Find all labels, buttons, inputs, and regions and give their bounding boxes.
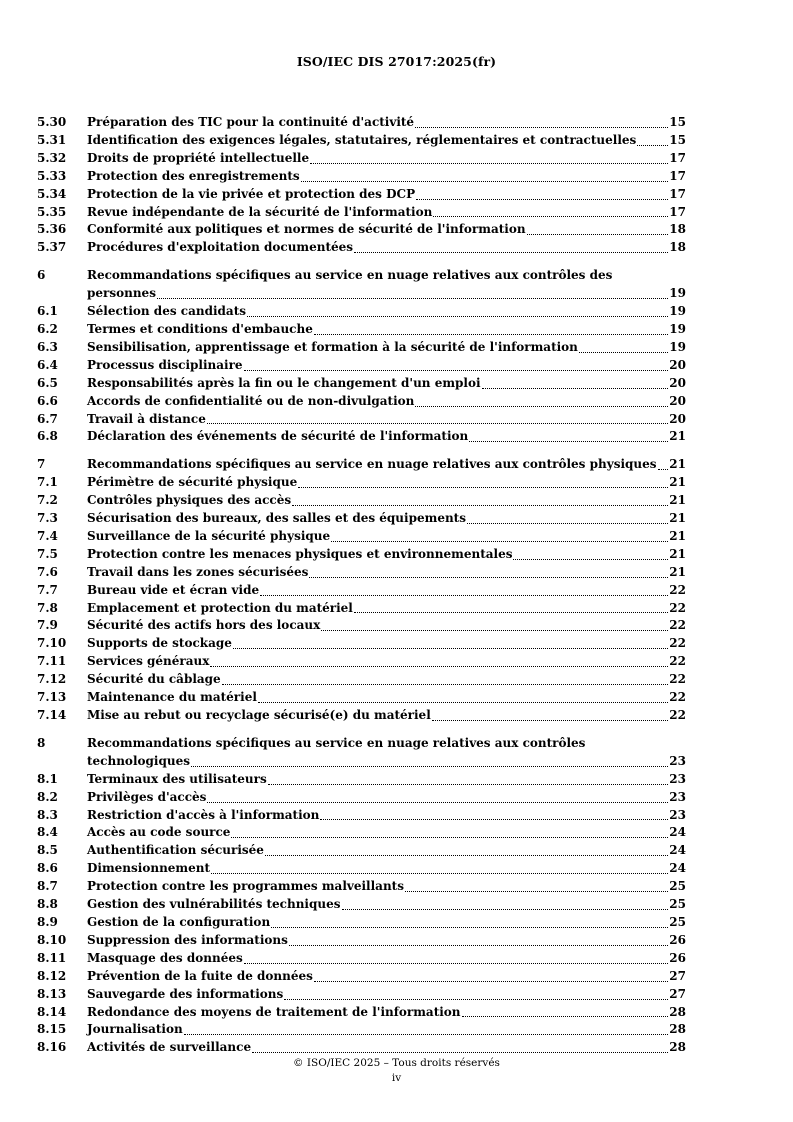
toc-entry-title: Recommandations spécifiques au service en nuage relatives aux contrôles physiques	[87, 457, 657, 472]
toc-entry-title: Sauvegarde des informations	[87, 986, 284, 1001]
page-number: iv	[391, 1072, 402, 1084]
toc-entry-title: Recommandations spécifiques au service en nuage relatives aux contrôles	[87, 735, 586, 750]
toc-entry-page: 19	[669, 321, 686, 336]
dot-leader	[247, 316, 668, 317]
toc-entry-title: Périmètre de sécurité physique	[87, 475, 298, 490]
dot-leader	[331, 541, 668, 542]
toc-entry-number: 7.10	[37, 636, 67, 651]
dot-leader	[231, 837, 668, 838]
toc-entry-number: 8.14	[37, 1004, 67, 1019]
toc-entry[interactable]	[37, 950, 686, 968]
dot-leader	[354, 252, 668, 253]
dot-leader	[271, 927, 668, 928]
toc-entry-page: 25	[669, 914, 686, 929]
toc-entry-title: Sélection des candidats	[87, 304, 246, 319]
dot-leader	[405, 891, 668, 892]
toc-entry-number: 8.9	[37, 914, 58, 929]
toc-entry-title: Déclaration des événements de sécurité de l'information	[87, 429, 469, 444]
toc-entry-page: 23	[669, 753, 686, 768]
toc-entry-page: 23	[669, 789, 686, 804]
toc-entry-page: 24	[669, 825, 686, 840]
toc-entry-number: 6	[37, 268, 46, 283]
toc-entry[interactable]	[37, 267, 686, 303]
toc-entry-number: 8	[37, 735, 46, 750]
toc-entry[interactable]	[37, 617, 686, 635]
toc-entry[interactable]	[37, 842, 686, 860]
toc-entry[interactable]	[37, 1021, 686, 1039]
dot-leader	[210, 666, 668, 667]
toc-entry-page: 25	[669, 897, 686, 912]
dot-leader	[268, 784, 668, 785]
toc-entry-number: 6.1	[37, 304, 58, 319]
toc-entry-number: 7.12	[37, 672, 67, 687]
toc-entry-page: 21	[669, 429, 686, 444]
toc-entry-title: Conformité aux politiques et normes de sécurité de l'information	[87, 222, 526, 237]
toc-entry[interactable]	[37, 321, 686, 339]
toc-entry-page: 22	[669, 690, 686, 705]
toc-entry-title-continued: technologiques	[87, 753, 190, 768]
dot-leader	[320, 819, 668, 820]
toc-entry-number: 8.4	[37, 825, 58, 840]
toc-entry-number: 6.3	[37, 339, 58, 354]
toc-entry-title: Dimensionnement	[87, 861, 211, 876]
toc-entry-number: 8.6	[37, 861, 58, 876]
toc-entry[interactable]	[37, 510, 686, 528]
toc-entry-page: 22	[669, 618, 686, 633]
toc-entry-page: 24	[669, 843, 686, 858]
toc-entry[interactable]	[37, 582, 686, 600]
toc-entry-number: 7.13	[37, 690, 67, 705]
toc-entry[interactable]	[37, 707, 686, 725]
toc-entry-title: Maintenance du matériel	[87, 690, 257, 705]
toc-entry-number: 5.36	[37, 222, 67, 237]
toc-entry-number: 8.16	[37, 1040, 67, 1055]
toc-entry[interactable]	[37, 1004, 686, 1022]
toc-entry-page: 21	[669, 475, 686, 490]
toc-entry-title: Travail à distance	[87, 411, 206, 426]
toc-entry[interactable]	[37, 735, 686, 771]
toc-entry-number: 7.9	[37, 618, 58, 633]
toc-entry[interactable]	[37, 456, 686, 474]
toc-entry[interactable]	[37, 428, 686, 446]
toc-entry[interactable]	[37, 896, 686, 914]
toc-section	[37, 456, 686, 725]
toc-entry-number: 5.32	[37, 150, 67, 165]
toc-entry-number: 6.4	[37, 357, 58, 372]
dot-leader	[191, 766, 668, 767]
toc-entry-title-continued: personnes	[87, 286, 156, 301]
toc-entry[interactable]	[37, 221, 686, 239]
dot-leader	[211, 873, 668, 874]
toc-entry-number: 6.7	[37, 411, 58, 426]
toc-entry-page: 20	[669, 357, 686, 372]
toc-entry[interactable]	[37, 653, 686, 671]
toc-entry[interactable]	[37, 671, 686, 689]
toc-entry-title: Suppression des informations	[87, 932, 288, 947]
toc-entry-page: 21	[669, 564, 686, 579]
toc-entry-title: Surveillance de la sécurité physique	[87, 528, 331, 543]
toc-entry-page: 22	[669, 708, 686, 722]
toc-entry[interactable]	[37, 789, 686, 807]
dot-leader	[310, 163, 668, 164]
dot-leader	[207, 802, 668, 803]
toc-entry-number: 8.8	[37, 897, 58, 912]
toc-entry-number: 5.30	[37, 115, 67, 129]
toc-entry-number: 7.11	[37, 654, 67, 669]
toc-entry-title: Accords de confidentialité ou de non-divulgation	[87, 393, 415, 408]
toc-entry-title: Sécurité du câblage	[87, 672, 221, 687]
toc-entry-title: Processus disciplinaire	[87, 357, 243, 372]
toc-entry-page: 28	[669, 1022, 686, 1037]
toc-entry-page: 26	[669, 932, 686, 947]
toc-entry-number: 7.4	[37, 528, 58, 543]
toc-entry[interactable]	[37, 303, 686, 321]
toc-entry-page: 17	[669, 168, 686, 183]
toc-entry[interactable]	[37, 807, 686, 825]
toc-entry-page: 21	[669, 493, 686, 508]
toc-entry-title: Mise au rebut ou recyclage sécurisé(e) du matériel	[87, 708, 431, 722]
toc-entry[interactable]	[37, 393, 686, 411]
toc-entry[interactable]	[37, 986, 686, 1004]
toc-entry-page: 21	[669, 546, 686, 561]
toc-entry-title: Privilèges d'accès	[87, 789, 207, 804]
dot-leader	[260, 595, 668, 596]
toc-entry-number: 7.7	[37, 582, 58, 597]
dot-leader	[579, 352, 668, 353]
toc-entry-title: Bureau vide et écran vide	[87, 582, 260, 597]
toc-entry-number: 8.1	[37, 771, 58, 786]
dot-leader	[252, 1052, 668, 1053]
toc-entry[interactable]	[37, 860, 686, 878]
toc-entry[interactable]	[37, 968, 686, 986]
toc-entry-number: 6.6	[37, 393, 58, 408]
toc-entry-page: 21	[669, 511, 686, 526]
dot-leader	[354, 612, 668, 613]
toc-entry-number: 7.3	[37, 511, 58, 526]
toc-entry-title: Terminaux des utilisateurs	[87, 771, 267, 786]
toc-entry[interactable]	[37, 168, 686, 186]
toc-entry[interactable]	[37, 114, 686, 132]
toc-entry-page: 18	[669, 222, 686, 237]
toc-entry-title: Sécurisation des bureaux, des salles et des équipements	[87, 511, 466, 526]
toc-entry-title: Procédures d'exploitation documentées	[87, 240, 354, 255]
toc-entry-page: 20	[669, 375, 686, 390]
toc-entry-title: Travail dans les zones sécurisées	[87, 564, 309, 579]
toc-entry-number: 7.1	[37, 475, 58, 490]
dot-leader	[342, 909, 669, 910]
toc-entry[interactable]	[37, 635, 686, 653]
toc-entry-page: 22	[669, 672, 686, 687]
toc-entry[interactable]	[37, 878, 686, 896]
toc-entry-page: 25	[669, 879, 686, 894]
toc-entry-page: 15	[669, 115, 686, 129]
toc-section	[37, 114, 686, 257]
toc-entry-title: Accès au code source	[87, 825, 231, 840]
toc-entry-number: 7.6	[37, 564, 58, 579]
toc-entry[interactable]	[37, 150, 686, 168]
dot-leader	[513, 559, 668, 560]
toc-entry-page: 19	[669, 339, 686, 354]
toc-entry-number: 7.2	[37, 493, 58, 508]
toc-entry[interactable]	[37, 339, 686, 357]
toc-entry-number: 8.11	[37, 950, 67, 965]
toc-entry-page: 17	[669, 204, 686, 219]
toc-entry-page: 19	[669, 304, 686, 319]
page-footer	[0, 1056, 793, 1086]
dot-leader	[527, 234, 668, 235]
toc-entry-page: 19	[669, 286, 686, 301]
toc-entry-page: 24	[669, 861, 686, 876]
toc-entry-number: 7.5	[37, 546, 58, 561]
dot-leader	[244, 370, 668, 371]
toc-entry[interactable]	[37, 411, 686, 429]
toc-entry[interactable]	[37, 132, 686, 150]
toc-entry-title: Termes et conditions d'embauche	[87, 321, 313, 336]
toc-entry-number: 8.15	[37, 1022, 67, 1037]
dot-leader	[265, 855, 668, 856]
dot-leader	[415, 127, 668, 128]
toc-entry[interactable]	[37, 186, 686, 204]
toc-entry-title: Revue indépendante de la sécurité de l'information	[87, 204, 433, 219]
toc-entry[interactable]	[37, 528, 686, 546]
toc-entry-title: Protection contre les menaces physiques et environnementales	[87, 546, 513, 561]
toc-entry-page: 28	[669, 1004, 686, 1019]
toc-entry-number: 8.7	[37, 879, 58, 894]
dot-leader	[321, 630, 668, 631]
toc-entry-number: 5.35	[37, 204, 67, 219]
toc-entry-number: 6.8	[37, 429, 58, 444]
dot-leader	[658, 469, 668, 470]
toc-entry-number: 6.5	[37, 375, 58, 390]
dot-leader	[298, 487, 668, 488]
toc-entry-number: 8.5	[37, 843, 58, 858]
toc-entry-title: Protection contre les programmes malveillants	[87, 879, 404, 894]
toc-entry-number: 5.33	[37, 168, 67, 183]
toc-entry-title: Protection de la vie privée et protection des DCP	[87, 186, 416, 201]
toc-entry-title: Contrôles physiques des accès	[87, 493, 292, 508]
toc-entry-page: 22	[669, 582, 686, 597]
toc-entry-page: 26	[669, 950, 686, 965]
toc-entry[interactable]	[37, 239, 686, 257]
dot-leader	[284, 999, 668, 1000]
toc-entry-number: 8.2	[37, 789, 58, 804]
toc-entry[interactable]	[37, 932, 686, 950]
toc-entry-title: Gestion de la configuration	[87, 914, 271, 929]
toc-entry-page: 27	[669, 968, 686, 983]
toc-entry-page: 15	[669, 132, 686, 147]
toc-entry-title: Activités de surveillance	[87, 1040, 252, 1055]
toc-entry-title: Responsabilités après la fin ou le changement d'un emploi	[87, 375, 481, 390]
copyright-notice: © ISO/IEC 2025 – Tous droits réservés	[293, 1057, 500, 1069]
toc-entry-title: Supports de stockage	[87, 636, 232, 651]
dot-leader	[469, 441, 668, 442]
dot-leader	[314, 981, 668, 982]
toc-entry-title: Restriction d'accès à l'information	[87, 807, 320, 822]
toc-entry-page: 23	[669, 771, 686, 786]
toc-entry-number: 5.34	[37, 186, 67, 201]
toc-entry-title: Sensibilisation, apprentissage et formation à la sécurité de l'information	[87, 339, 578, 354]
dot-leader	[416, 199, 668, 200]
toc-entry-title: Recommandations spécifiques au service en nuage relatives aux contrôles des	[87, 268, 613, 283]
toc-entry-title: Sécurité des actifs hors des locaux	[87, 618, 321, 633]
toc-entry-title: Droits de propriété intellectuelle	[87, 150, 310, 165]
toc-entry[interactable]	[37, 357, 686, 375]
toc-entry-page: 20	[669, 393, 686, 408]
toc-entry-number: 5.37	[37, 240, 67, 255]
toc-entry-title: Prévention de la fuite de données	[87, 968, 313, 983]
toc-entry-page: 18	[669, 240, 686, 255]
toc-entry-number: 6.2	[37, 321, 58, 336]
toc-entry-title: Gestion des vulnérabilités techniques	[87, 897, 341, 912]
toc-entry-title: Journalisation	[87, 1022, 183, 1037]
toc-entry-page: 27	[669, 986, 686, 1001]
toc-entry[interactable]	[37, 600, 686, 618]
toc-entry[interactable]	[37, 771, 686, 789]
toc-entry[interactable]	[37, 474, 686, 492]
toc-entry-page: 21	[669, 457, 686, 472]
toc-entry[interactable]	[37, 492, 686, 510]
toc-entry-page: 22	[669, 600, 686, 615]
toc-entry-number: 8.13	[37, 986, 67, 1001]
dot-leader	[258, 702, 668, 703]
toc-entry-number: 8.3	[37, 807, 58, 822]
dot-leader	[482, 388, 668, 389]
toc-entry-number: 8.10	[37, 932, 67, 947]
dot-leader	[415, 406, 668, 407]
dot-leader	[233, 648, 668, 649]
toc-entry-title: Emplacement et protection du matériel	[87, 600, 353, 615]
toc-entry-number: 7	[37, 457, 46, 472]
toc-entry-number: 5.31	[37, 132, 67, 147]
dot-leader	[244, 963, 668, 964]
dot-leader	[637, 145, 668, 146]
toc-entry-page: 23	[669, 807, 686, 822]
dot-leader	[289, 945, 668, 946]
toc-entry-page: 22	[669, 636, 686, 651]
dot-leader	[292, 505, 668, 506]
dot-leader	[222, 684, 668, 685]
toc-entry-number: 7.14	[37, 708, 67, 722]
document-header: ISO/IEC DIS 27017:2025(fr)	[296, 54, 497, 69]
toc-entry-title: Redondance des moyens de traitement de l'information	[87, 1004, 461, 1019]
toc-entry[interactable]	[37, 204, 686, 222]
toc-entry-title: Services généraux	[87, 654, 210, 669]
toc-entry-title: Authentification sécurisée	[87, 843, 264, 858]
dot-leader	[309, 577, 668, 578]
toc-entry-title: Protection des enregistrements	[87, 168, 300, 183]
dot-leader	[467, 523, 668, 524]
toc-entry[interactable]	[37, 564, 686, 582]
dot-leader	[432, 720, 668, 721]
dot-leader	[301, 181, 668, 182]
toc-entry-number: 7.8	[37, 600, 58, 615]
toc-entry-number: 8.12	[37, 968, 67, 983]
toc-entry-title: Identification des exigences légales, statutaires, réglementaires et contractuelles	[87, 132, 637, 147]
toc-entry-page: 28	[669, 1040, 686, 1055]
toc-entry[interactable]	[37, 546, 686, 564]
table-of-contents	[37, 114, 686, 1067]
dot-leader	[207, 423, 668, 424]
toc-section	[37, 267, 686, 446]
toc-section	[37, 735, 686, 1057]
toc-entry-title: Préparation des TIC pour la continuité d'activité	[87, 115, 415, 129]
dot-leader	[184, 1034, 668, 1035]
toc-entry[interactable]	[37, 689, 686, 707]
toc-entry[interactable]	[37, 824, 686, 842]
toc-entry[interactable]	[37, 1039, 686, 1057]
toc-entry-page: 17	[669, 150, 686, 165]
toc-entry-page: 17	[669, 186, 686, 201]
toc-entry-title: Masquage des données	[87, 950, 243, 965]
dot-leader	[314, 334, 668, 335]
dot-leader	[462, 1016, 668, 1017]
toc-entry[interactable]	[37, 914, 686, 932]
toc-entry-page: 21	[669, 528, 686, 543]
toc-entry-page: 20	[669, 411, 686, 426]
dot-leader	[433, 216, 668, 217]
toc-entry-page: 22	[669, 654, 686, 669]
dot-leader	[157, 298, 668, 299]
toc-entry[interactable]	[37, 375, 686, 393]
